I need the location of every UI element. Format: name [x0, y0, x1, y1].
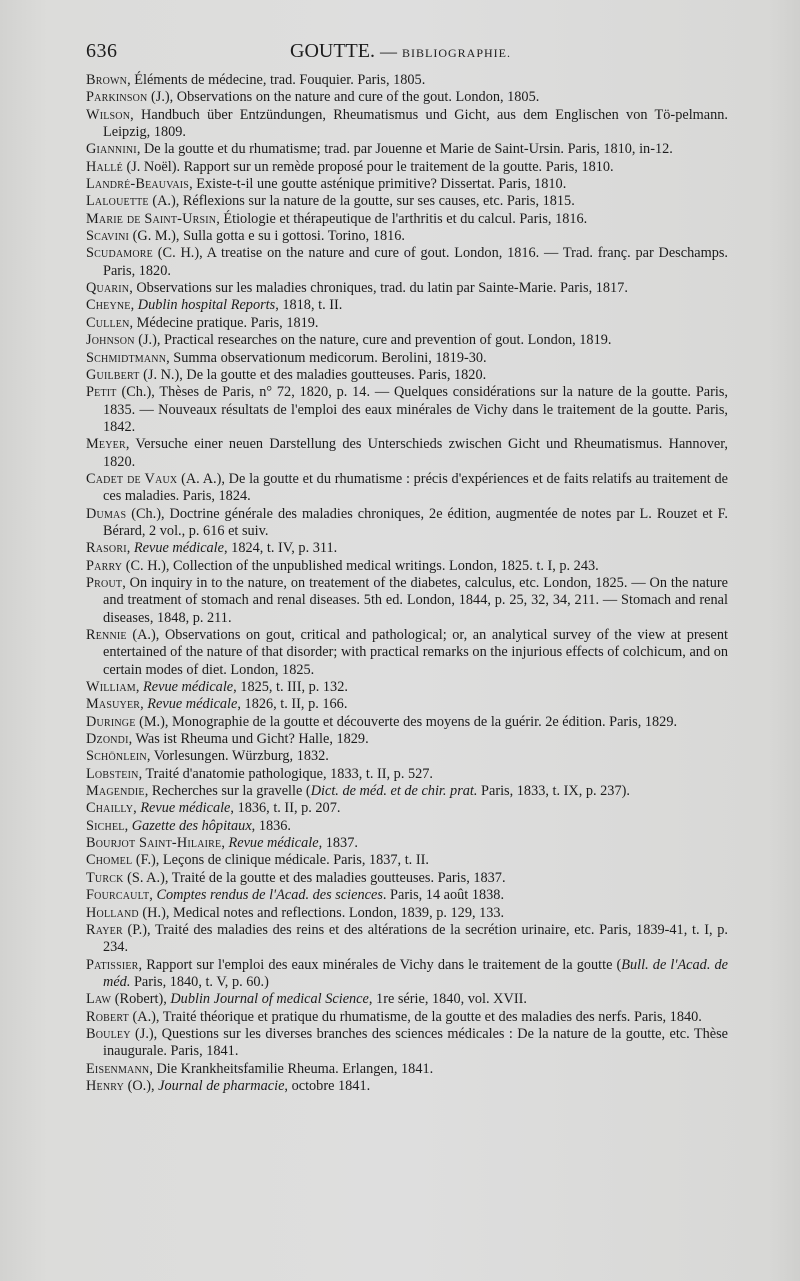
entry-author: Marie de Saint-Ursin: [86, 210, 217, 227]
bibliography-entry: [86, 1026, 728, 1061]
bibliography-entry: [86, 1078, 728, 1095]
entry-author: Bourjot Saint-Hilaire: [86, 835, 222, 852]
entry-author: Henry: [86, 1077, 124, 1094]
entry-author: Parkinson: [86, 89, 148, 106]
bibliography-entry: [86, 280, 728, 297]
entry-text-prefix: ,: [135, 679, 144, 696]
entry-text-prefix: ,: [130, 297, 138, 314]
entry-author: Robert: [86, 1008, 129, 1025]
entry-author: Dumas: [86, 505, 127, 522]
entry-text: (P.), Traité des maladies des reins et des altérations de la secrétion urinaire, etc. Paris, 1839-41, t. I, p. 234.: [103, 921, 728, 956]
bibliography-entry: [86, 315, 728, 332]
entry-author: Wilson: [86, 106, 131, 123]
entry-text: , 1824, t. IV, p. 311.: [224, 540, 338, 557]
running-title-separator: —: [379, 42, 397, 61]
bibliography-entry: [86, 870, 728, 887]
entry-text: (F.), Leçons de clinique médicale. Paris, 1837, t. II.: [132, 852, 429, 869]
entry-source-title: Dublin Journal of medical Science: [170, 991, 369, 1008]
entry-text: , Handbuch über Entzündungen, Rheumatismus und Gicht, aus dem Englischen von Tö-pelmann. Leipzig, 1809.: [103, 106, 728, 141]
entry-text-prefix: ,: [124, 817, 132, 834]
entry-author: Duringe: [86, 713, 136, 730]
entry-author: Bouley: [86, 1025, 131, 1042]
entry-text: (M.), Monographie de la goutte et découverte des moyens de la guérir. 2e édition. Paris, 1829.: [135, 713, 678, 730]
entry-text: , Was ist Rheuma und Gicht? Halle, 1829.: [128, 731, 369, 748]
entry-text: , Versuche einer neuen Darstellung des Unterschieds zwischen Gicht und Rheumatismus. Hannover, 1820.: [103, 436, 728, 470]
entry-text-prefix: (Robert),: [111, 991, 171, 1008]
entry-source-title: Revue médicale: [143, 679, 234, 696]
entry-text: , 1825, t. III, p. 132.: [233, 679, 348, 696]
entry-source-title: Dublin hospital Reports: [137, 297, 276, 314]
entry-text: , 1re série, 1840, vol. XVII.: [368, 991, 527, 1008]
page-number: 636: [86, 40, 118, 62]
entry-text: (Ch.), Thèses de Paris, n° 72, 1820, p. 14. — Quelques considérations sur la nature de la goutte. Paris, 1835. — Nouveaux résultats de l'emploi des eaux minérales de Vichy dans le traitement de la goutte. Paris, 1842.: [103, 384, 728, 435]
entry-text: (J.), Observations on the nature and cure of the gout. London, 1805.: [147, 89, 540, 106]
entry-text: (A. A.), De la goutte et du rhumatisme : précis d'expériences et de faits relatifs au traitement de ces maladies. Paris, 1824.: [103, 470, 728, 505]
page-header: [86, 40, 726, 70]
entry-author: Scavini: [86, 228, 130, 245]
entry-author: Schönlein: [86, 748, 147, 765]
entry-author: Fourcault: [86, 887, 150, 904]
bibliography-entry: [86, 696, 728, 713]
entry-author: Quarin: [86, 280, 130, 297]
entry-author: William: [86, 679, 136, 696]
entry-text: Paris, 1840, t. V, p. 60.): [130, 973, 269, 990]
bibliography-entry: [86, 679, 728, 696]
entry-text: , Summa observationum medicorum. Berolini, 1819-30.: [166, 349, 487, 366]
entry-text: (Ch.), Doctrine générale des maladies chroniques, 2e édition, augmentée de notes par L. Rouzet et F. Bérard, 2 vol., p. 616 et suiv.: [103, 505, 728, 539]
bibliography-entry: [86, 905, 728, 922]
entry-author: Hallé: [86, 158, 123, 175]
bibliography-entry: [86, 800, 728, 817]
entry-text: , Vorlesungen. Würzburg, 1832.: [146, 748, 329, 765]
bibliography-entry: [86, 922, 728, 957]
entry-author: Cullen: [86, 314, 130, 331]
entry-source-title: Comptes rendus de l'Acad. des sciences: [156, 887, 383, 904]
entry-text: (G. M.), Sulla gotta e su i gottosi. Torino, 1816.: [129, 228, 405, 245]
bibliography-entry: [86, 1009, 728, 1026]
bibliography-entry: [86, 384, 728, 436]
entry-text: , De la goutte et du rhumatisme; trad. par Jouenne et Marie de Saint-Ursin. Paris, 1810, in-12.: [136, 141, 673, 158]
entry-text: . Paris, 14 août 1838.: [382, 887, 505, 904]
bibliography-entry: [86, 176, 728, 193]
bibliography-entry: [86, 575, 728, 627]
entry-author: Johnson: [86, 332, 135, 349]
running-title: [290, 40, 511, 63]
bibliography-entry: [86, 367, 728, 384]
entry-text: (A.), Observations on gout, critical and pathological; or, an analytical survey of the view at present entertained of the nature of that disorder; with practical remarks on the injurious effects of colchicum, and on certain modes of diet. London, 1825.: [103, 627, 728, 678]
entry-text: , Éléments de médecine, trad. Fouquier. Paris, 1805.: [127, 72, 426, 88]
entry-text-prefix: ,: [149, 887, 157, 904]
entry-text-prefix: ,: [126, 540, 134, 557]
bibliography-entry: [86, 350, 728, 367]
entry-text-prefix: ,: [140, 696, 148, 713]
entry-text: (A.), Réflexions sur la nature de la goutte, sur ses causes, etc. Paris, 1815.: [148, 193, 575, 210]
entry-text: , On inquiry in to the nature, on treatement of the diabetes, calculus, etc. London, 1825. — On the nature and treatment of stomach and renal diseases. 5th ed. London, 1844, p. 25, 32, 34, 211. — Stomach and renal diseases, 1848, p. 211.: [103, 574, 728, 626]
entry-text: (C. H.), Collection of the unpublished medical writings. London, 1825. t. I, p. 243.: [122, 557, 599, 574]
entry-text-prefix: (O.),: [124, 1077, 159, 1094]
bibliography-entry: [86, 141, 728, 158]
bibliography-entry: [86, 332, 728, 349]
entry-text: (J. N.), De la goutte et des maladies goutteuses. Paris, 1820.: [139, 366, 487, 383]
running-title-main: GOUTTE.: [290, 40, 375, 62]
bibliography-entry: [86, 766, 728, 783]
bibliography-entry: [86, 436, 728, 471]
entry-text: (S. A.), Traité de la goutte et des maladies goutteuses. Paris, 1837.: [123, 869, 506, 886]
entry-text: Paris, 1833, t. IX, p. 237).: [477, 783, 630, 800]
entry-author: Prout: [86, 574, 123, 591]
entry-text: (C. H.), A treatise on the nature and cure of gout. London, 1816. — Trad. franç. par Deschamps. Paris, 1820.: [103, 245, 728, 279]
entry-source-title: Gazette des hôpitaux: [131, 817, 252, 834]
bibliography-entry: [86, 245, 728, 280]
entry-author: Cadet de Vaux: [86, 470, 178, 487]
bibliography-entry: [86, 506, 728, 541]
entry-author: Lobstein: [86, 765, 139, 782]
entry-text-prefix: ,: [221, 835, 229, 852]
bibliography-entry: [86, 748, 728, 765]
entry-author: Petit: [86, 384, 117, 401]
entry-author: Chailly: [86, 800, 134, 817]
bibliography-entry: [86, 957, 728, 992]
bibliography-entry: [86, 627, 728, 679]
bibliography-entry: [86, 852, 728, 869]
entry-source-title: Bull. de l'Acad. de méd.: [103, 956, 728, 990]
entry-text: , 1818, t. II.: [275, 297, 343, 314]
entry-source-title: Revue médicale: [140, 800, 231, 817]
entry-author: Patissier: [86, 956, 139, 973]
entry-author: Lalouette: [86, 193, 149, 210]
entry-author: Meyer: [86, 436, 126, 453]
entry-author: Rennie: [86, 627, 127, 643]
entry-author: Landré-Beauvais: [86, 176, 190, 193]
entry-source-title: Revue médicale: [147, 696, 238, 713]
entry-author: Masuyer: [86, 696, 141, 713]
bibliography-entry: [86, 159, 728, 176]
entry-author: Cheyne: [86, 297, 131, 314]
entry-author: Law: [86, 991, 112, 1008]
entry-text: (J.), Practical researches on the nature, cure and prevention of gout. London, 1819.: [134, 332, 612, 349]
bibliography-entry: [86, 89, 728, 106]
entry-author: Holland: [86, 904, 139, 921]
entry-text: , 1826, t. II, p. 166.: [237, 696, 348, 713]
bibliography-entry: [86, 540, 728, 557]
entry-source-title: Revue médicale: [133, 540, 225, 557]
entry-text: (H.), Medical notes and reflections. London, 1839, p. 129, 133.: [138, 904, 505, 921]
entry-text: (A.), Traité théorique et pratique du rhumatisme, de la goutte et des maladies des nerfs. Paris, 1840.: [128, 1008, 702, 1025]
entry-text: , octobre 1841.: [284, 1077, 371, 1094]
entry-text: (J. Noël). Rapport sur un remède proposé pour le traitement de la goutte. Paris, 1810.: [122, 158, 614, 175]
entry-source-title: Revue médicale: [228, 835, 319, 852]
bibliography-entry: [86, 558, 728, 575]
entry-source-title: Journal de pharmacie: [158, 1077, 285, 1094]
entry-text: , Étiologie et thérapeutique de l'arthritis et du calcul. Paris, 1816.: [216, 210, 588, 227]
entry-text-prefix: , Recherches sur la gravelle (: [144, 783, 311, 800]
entry-author: Brown: [86, 72, 128, 88]
entry-author: Schmidtmann: [86, 349, 167, 366]
entry-text: , Die Krankheitsfamilie Rheuma. Erlangen, 1841.: [149, 1060, 434, 1077]
bibliography-entry: [86, 107, 728, 142]
entry-text: , Observations sur les maladies chroniques, trad. du latin par Sainte-Marie. Paris, 1817.: [129, 280, 628, 297]
entry-author: Rasori: [86, 540, 127, 557]
entry-author: Turck: [86, 869, 124, 886]
bibliography-entry: [86, 835, 728, 852]
entry-text: , Traité d'anatomie pathologique, 1833, t. II, p. 527.: [138, 765, 433, 782]
bibliography-entry: [86, 211, 728, 228]
bibliography-entry: [86, 991, 728, 1008]
entry-author: Parry: [86, 557, 123, 574]
bibliography-entry: [86, 193, 728, 210]
entry-text: , 1836.: [251, 817, 291, 834]
entry-text: , 1836, t. II, p. 207.: [230, 800, 341, 817]
entry-author: Giannini: [86, 141, 137, 158]
entry-author: Rayer: [86, 921, 123, 938]
bibliography-entry: [86, 228, 728, 245]
entry-text: , Médecine pratique. Paris, 1819.: [129, 314, 319, 331]
entry-text-prefix: , Rapport sur l'emploi des eaux minérales de Vichy dans le traitement de la goutte (: [138, 956, 622, 973]
entry-author: Sichel: [86, 817, 125, 834]
entry-text-prefix: ,: [133, 800, 141, 817]
bibliography-entry: [86, 471, 728, 506]
entry-author: Chomel: [86, 852, 133, 869]
entry-author: Magendie: [86, 783, 145, 800]
entry-text: , Existe-t-il une goutte asténique primitive? Dissertat. Paris, 1810.: [189, 176, 567, 193]
running-title-subtitle: BIBLIOGRAPHIE.: [401, 46, 511, 60]
entry-source-title: Dict. de méd. et de chir. prat.: [310, 783, 478, 800]
bibliography-entry: [86, 731, 728, 748]
entry-author: Dzondi: [86, 731, 129, 748]
entry-text: , 1837.: [318, 835, 358, 852]
entry-author: Scudamore: [86, 245, 153, 262]
bibliography-entry: [86, 818, 728, 835]
entry-author: Eisenmann: [86, 1060, 150, 1077]
entry-text: (J.), Questions sur les diverses branches des sciences médicales : De la nature de la goutte, etc. Thèse inaugurale. Paris, 1841.: [103, 1025, 728, 1060]
bibliography-entry: [86, 783, 728, 800]
bibliography-entry: [86, 887, 728, 904]
bibliography-list: [86, 72, 728, 1095]
bibliography-entry: [86, 297, 728, 314]
bibliography-entry: [86, 1061, 728, 1078]
bibliography-entry: [86, 72, 728, 89]
entry-author: Guilbert: [86, 366, 140, 383]
bibliography-entry: [86, 714, 728, 731]
